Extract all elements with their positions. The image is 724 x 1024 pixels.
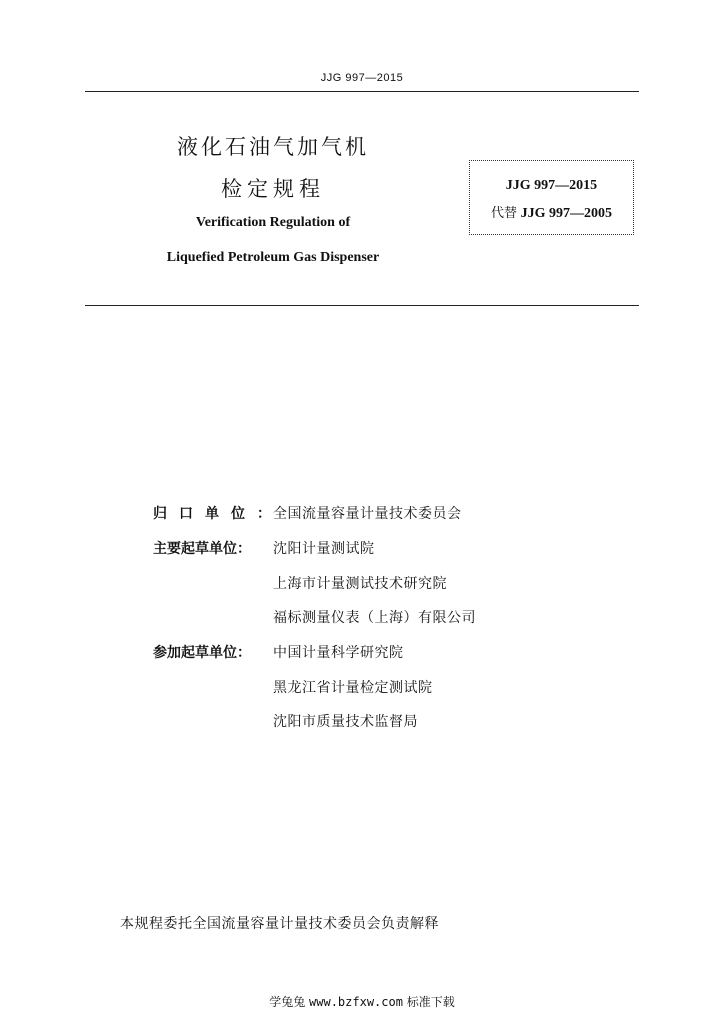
standard-code: JJG 997—2015 [505, 178, 598, 193]
watermark-url[interactable]: www.bzfxw.com [309, 995, 403, 1009]
title-chinese-line-1: 液化石油气加气机 [177, 135, 369, 159]
unit-label-main-drafter: 主要起草单位： [153, 541, 251, 557]
header-rule [85, 91, 639, 92]
unit-value-participating-3: 沈阳市质量技术监督局 [273, 714, 418, 730]
title-english-line-1: Verification Regulation of [195, 215, 351, 230]
unit-label-participating: 参加起草单位： [153, 645, 251, 661]
unit-row-participating-3 [0, 711, 724, 733]
unit-label-responsible: 归口单位： [153, 506, 283, 522]
replaced-standard [470, 202, 633, 222]
header-standard-code: JJG 997—2015 [320, 72, 404, 84]
unit-value-participating: 中国计量科学研究院 [273, 645, 404, 661]
title-english-line-2: Liquefied Petroleum Gas Dispenser [166, 250, 380, 265]
unit-value-main-drafter: 沈阳计量测试院 [273, 541, 375, 557]
unit-value-participating-2: 黑龙江省计量检定测试院 [273, 680, 433, 696]
watermark-suffix: 标准下载 [406, 995, 455, 1009]
watermark [0, 993, 724, 1010]
unit-row-main-drafter-2 [0, 573, 724, 595]
unit-row-main-drafter-3 [0, 607, 724, 629]
section-rule [85, 305, 639, 306]
unit-row-main-drafter [0, 538, 724, 560]
unit-value-main-drafter-3: 福标测量仪表（上海）有限公司 [273, 610, 476, 626]
interpretation-note: 本规程委托全国流量容量计量技术委员会负责解释 [120, 916, 439, 932]
unit-row-responsible [0, 503, 724, 525]
unit-row-participating [0, 642, 724, 664]
replace-label: 代替 [491, 206, 518, 221]
unit-row-participating-2 [0, 677, 724, 699]
standard-code-box [469, 160, 634, 235]
unit-value-responsible: 全国流量容量计量技术委员会 [273, 506, 462, 522]
unit-value-main-drafter-2: 上海市计量测试技术研究院 [273, 576, 447, 592]
title-chinese-line-2: 检定规程 [221, 177, 325, 201]
replaced-standard-code: JJG 997—2005 [520, 206, 612, 221]
watermark-site-name: 学兔兔 [269, 995, 306, 1009]
